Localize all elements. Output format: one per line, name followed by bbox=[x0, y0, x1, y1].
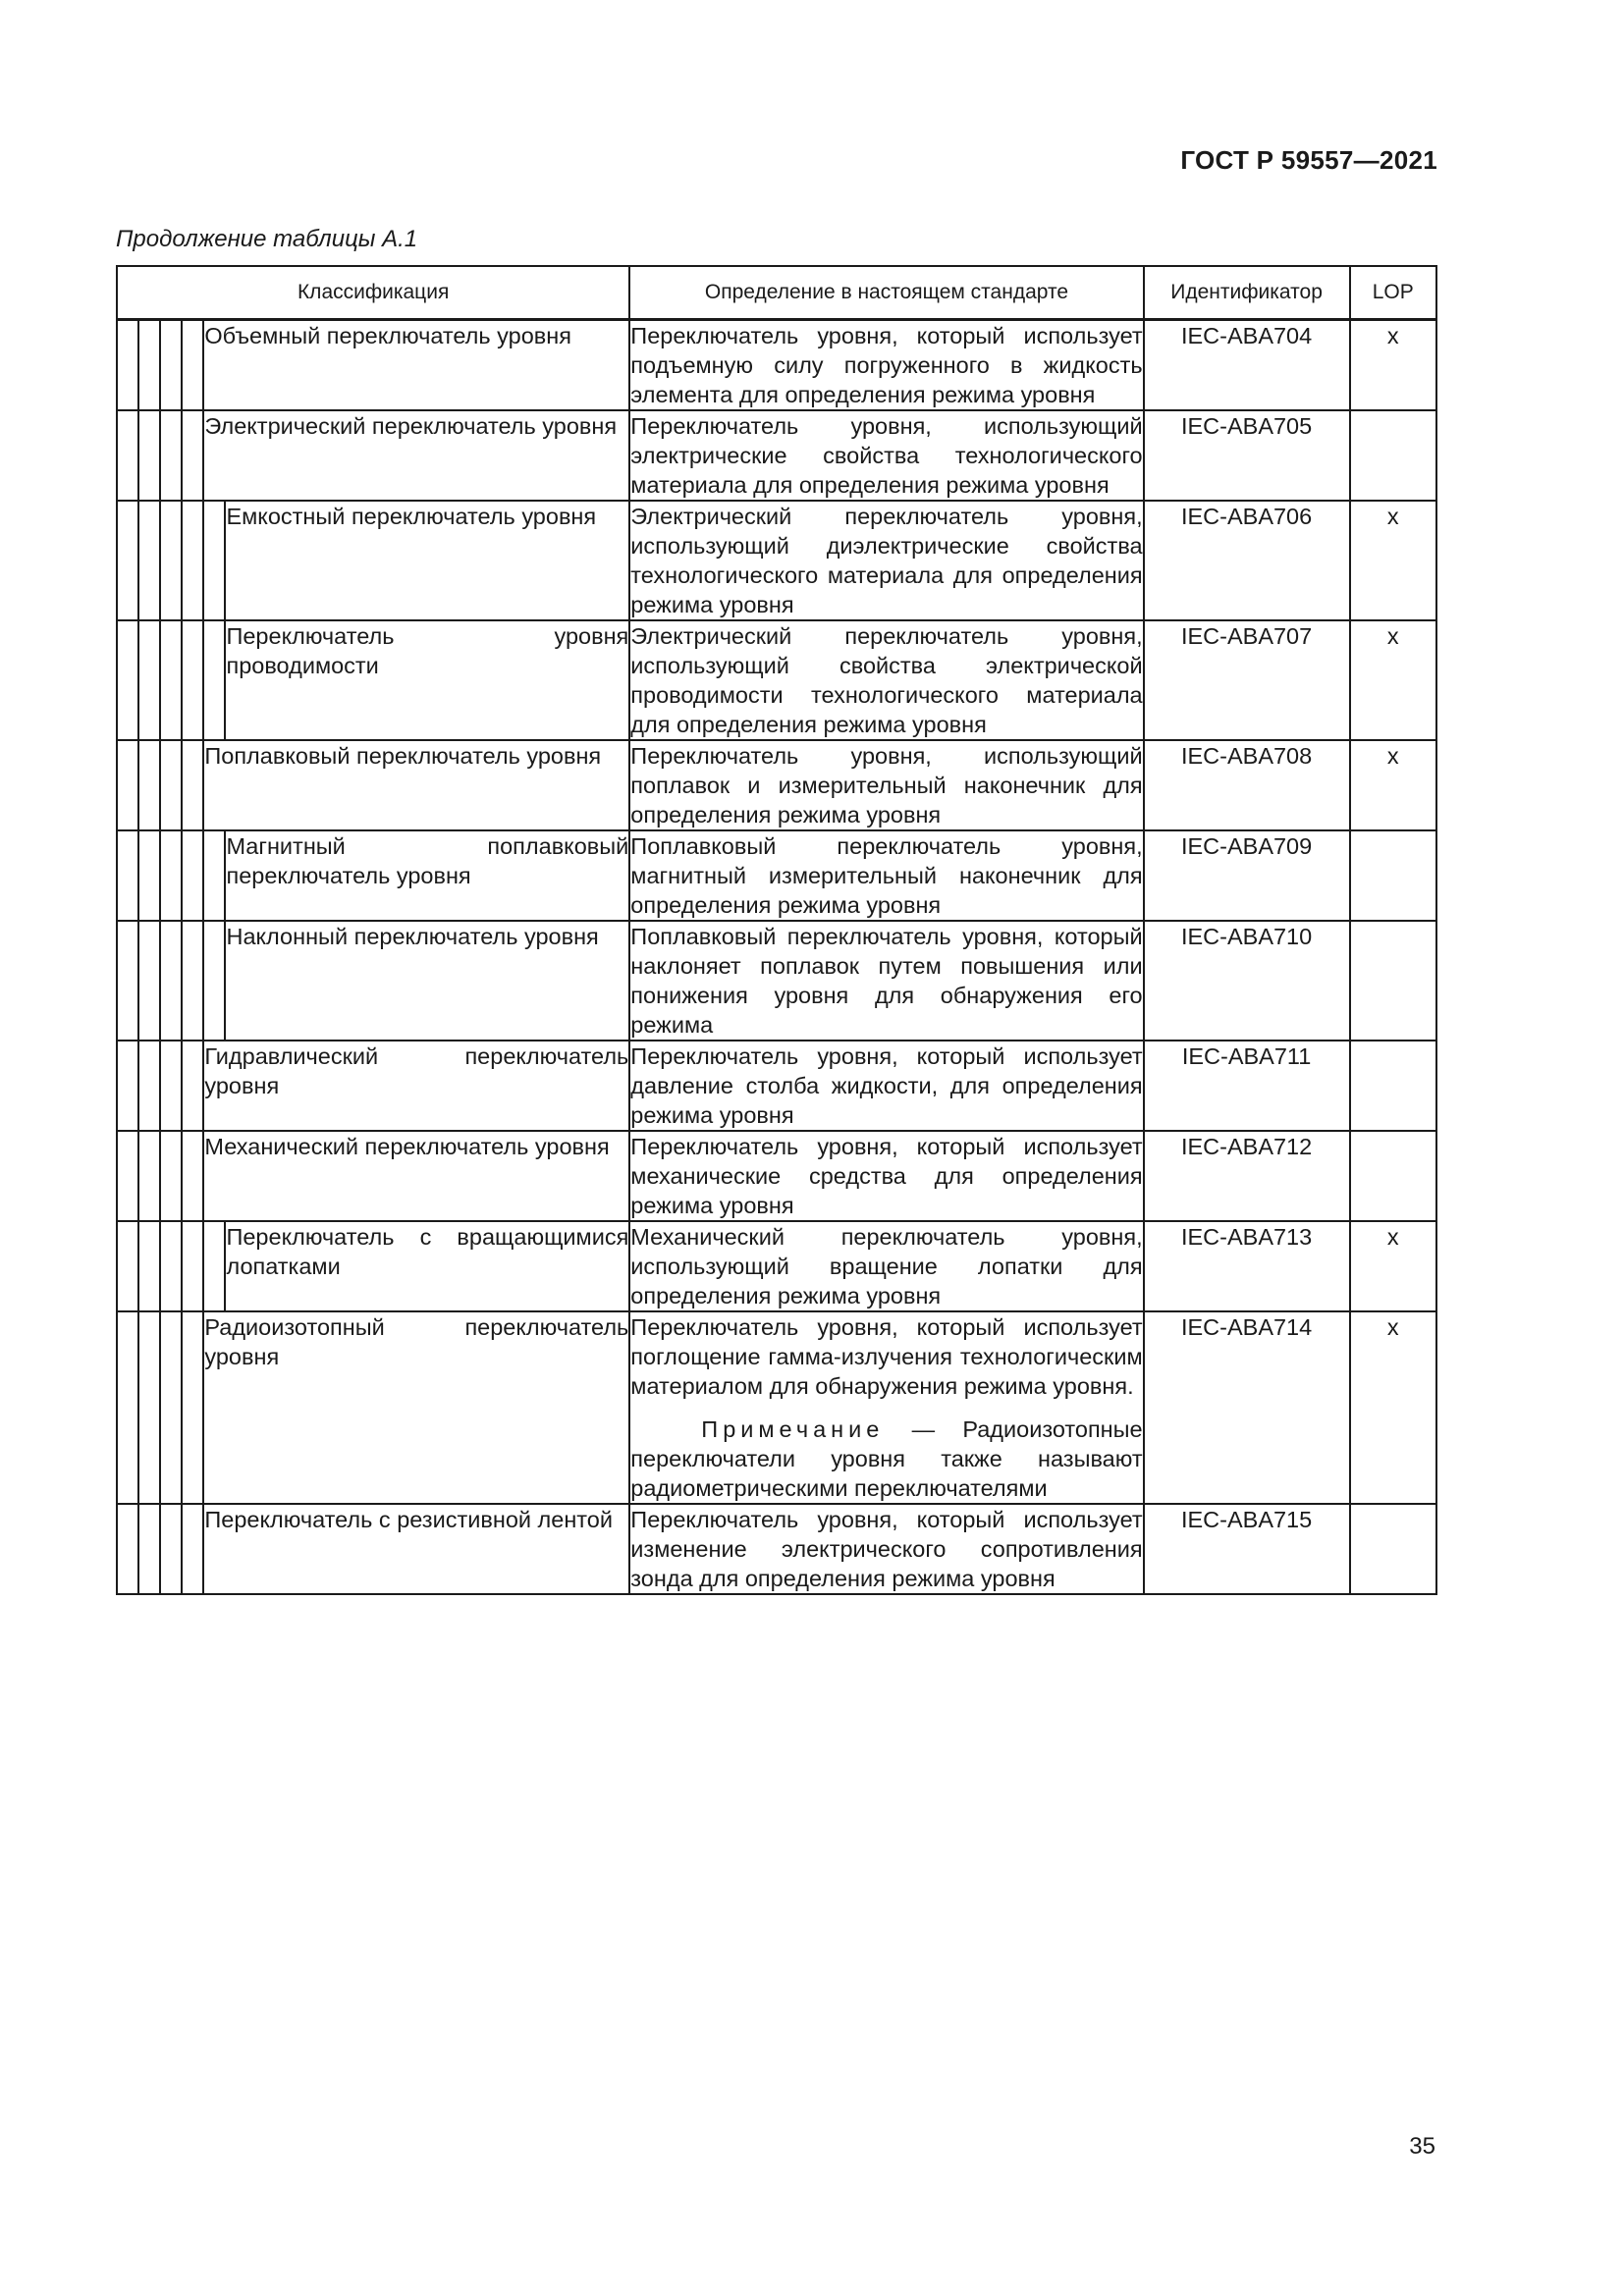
table-row bbox=[117, 410, 1436, 501]
identifier-cell: IEC-ABA709 bbox=[1144, 830, 1350, 921]
definition-note bbox=[630, 1415, 1142, 1503]
header-identifier: Идентификатор bbox=[1144, 266, 1350, 320]
table-row bbox=[117, 740, 1436, 830]
classification-name: Объемный переключатель уровня bbox=[203, 320, 629, 411]
lop-cell: x bbox=[1350, 620, 1436, 740]
definition-cell bbox=[629, 1311, 1143, 1504]
identifier-cell: IEC-ABA705 bbox=[1144, 410, 1350, 501]
classification-name: Наклонный переключатель уровня bbox=[225, 921, 629, 1041]
note-label: Примечание bbox=[701, 1416, 885, 1442]
identifier-cell: IEC-ABA715 bbox=[1144, 1504, 1350, 1594]
lop-cell bbox=[1350, 1504, 1436, 1594]
definition-text: Переключатель уровня, который использует механические средства для определения режима уровня bbox=[629, 1131, 1143, 1221]
identifier-cell: IEC-ABA704 bbox=[1144, 320, 1350, 411]
classification-name: Радиоизотопный переключатель уровня bbox=[203, 1311, 629, 1504]
definition-text: Переключатель уровня, который использует поглощение гамма-излучения технологическим материалом для обнаружения режима уровня. bbox=[630, 1314, 1143, 1399]
lop-cell bbox=[1350, 830, 1436, 921]
classification-name: Магнитный поплавковый переключатель уровня bbox=[225, 830, 629, 921]
definition-text: Электрический переключатель уровня, использующий свойства электрической проводимости технологического материала для определения режима уровня bbox=[629, 620, 1143, 740]
identifier-cell: IEC-ABA706 bbox=[1144, 501, 1350, 620]
lop-cell: x bbox=[1350, 1221, 1436, 1311]
definition-text: Электрический переключатель уровня, использующий диэлектрические свойства технологического материала для определения режима уровня bbox=[629, 501, 1143, 620]
identifier-cell: IEC-ABA708 bbox=[1144, 740, 1350, 830]
table-row bbox=[117, 1041, 1436, 1131]
lop-cell: x bbox=[1350, 1311, 1436, 1504]
classification-name: Гидравлический переключатель уровня bbox=[203, 1041, 629, 1131]
lop-cell bbox=[1350, 1041, 1436, 1131]
classification-name: Переключатель с вращающимися лопатками bbox=[225, 1221, 629, 1311]
classification-name: Емкостный переключатель уровня bbox=[225, 501, 629, 620]
definition-text: Поплавковый переключатель уровня, который наклоняет поплавок путем повышения или понижения уровня для обнаружения его режима bbox=[629, 921, 1143, 1041]
classification-name: Переключатель уровня проводимости bbox=[225, 620, 629, 740]
definition-text: Переключатель уровня, который использует давление столба жидкости, для определения режима уровня bbox=[629, 1041, 1143, 1131]
table-row bbox=[117, 921, 1436, 1041]
classification-name: Механический переключатель уровня bbox=[203, 1131, 629, 1221]
lop-cell: x bbox=[1350, 740, 1436, 830]
table-caption: Продолжение таблицы А.1 bbox=[116, 226, 418, 252]
identifier-cell: IEC-ABA710 bbox=[1144, 921, 1350, 1041]
classification-table bbox=[116, 265, 1437, 1595]
identifier-cell: IEC-ABA712 bbox=[1144, 1131, 1350, 1221]
table-header-row bbox=[117, 266, 1436, 320]
table-row bbox=[117, 501, 1436, 620]
table-row bbox=[117, 830, 1436, 921]
lop-cell: x bbox=[1350, 501, 1436, 620]
classification-name: Переключатель с резистивной лентой bbox=[203, 1504, 629, 1594]
classification-name: Электрический переключатель уровня bbox=[203, 410, 629, 501]
note-text: — Радиоизотопные переключатели уровня также называют радиометрическими переключателями bbox=[630, 1416, 1143, 1501]
definition-text: Переключатель уровня, который использует изменение электрического сопротивления зонда для определения режима уровня bbox=[629, 1504, 1143, 1594]
table-row bbox=[117, 1311, 1436, 1504]
classification-name: Поплавковый переключатель уровня bbox=[203, 740, 629, 830]
lop-cell bbox=[1350, 410, 1436, 501]
lop-cell bbox=[1350, 1131, 1436, 1221]
lop-cell: x bbox=[1350, 320, 1436, 411]
identifier-cell: IEC-ABA714 bbox=[1144, 1311, 1350, 1504]
header-lop: LOP bbox=[1350, 266, 1436, 320]
identifier-cell: IEC-ABA711 bbox=[1144, 1041, 1350, 1131]
table-row bbox=[117, 1504, 1436, 1594]
definition-text: Переключатель уровня, использующий поплавок и измерительный наконечник для определения режима уровня bbox=[629, 740, 1143, 830]
definition-text: Переключатель уровня, который использует подъемную силу погруженного в жидкость элемента для определения режима уровня bbox=[629, 320, 1143, 411]
lop-cell bbox=[1350, 921, 1436, 1041]
page-number: 35 bbox=[1409, 2133, 1435, 2160]
table-row bbox=[117, 620, 1436, 740]
definition-text: Механический переключатель уровня, использующий вращение лопатки для определения режима уровня bbox=[629, 1221, 1143, 1311]
table-row bbox=[117, 1221, 1436, 1311]
definition-text: Переключатель уровня, использующий электрические свойства технологического материала для определения режима уровня bbox=[629, 410, 1143, 501]
header-definition: Определение в настоящем стандарте bbox=[629, 266, 1143, 320]
header-classification: Классификация bbox=[117, 266, 629, 320]
table-row bbox=[117, 1131, 1436, 1221]
table-row bbox=[117, 320, 1436, 411]
standard-number: ГОСТ Р 59557—2021 bbox=[1180, 145, 1437, 175]
identifier-cell: IEC-ABA707 bbox=[1144, 620, 1350, 740]
definition-text: Поплавковый переключатель уровня, магнитный измерительный наконечник для определения режима уровня bbox=[629, 830, 1143, 921]
identifier-cell: IEC-ABA713 bbox=[1144, 1221, 1350, 1311]
